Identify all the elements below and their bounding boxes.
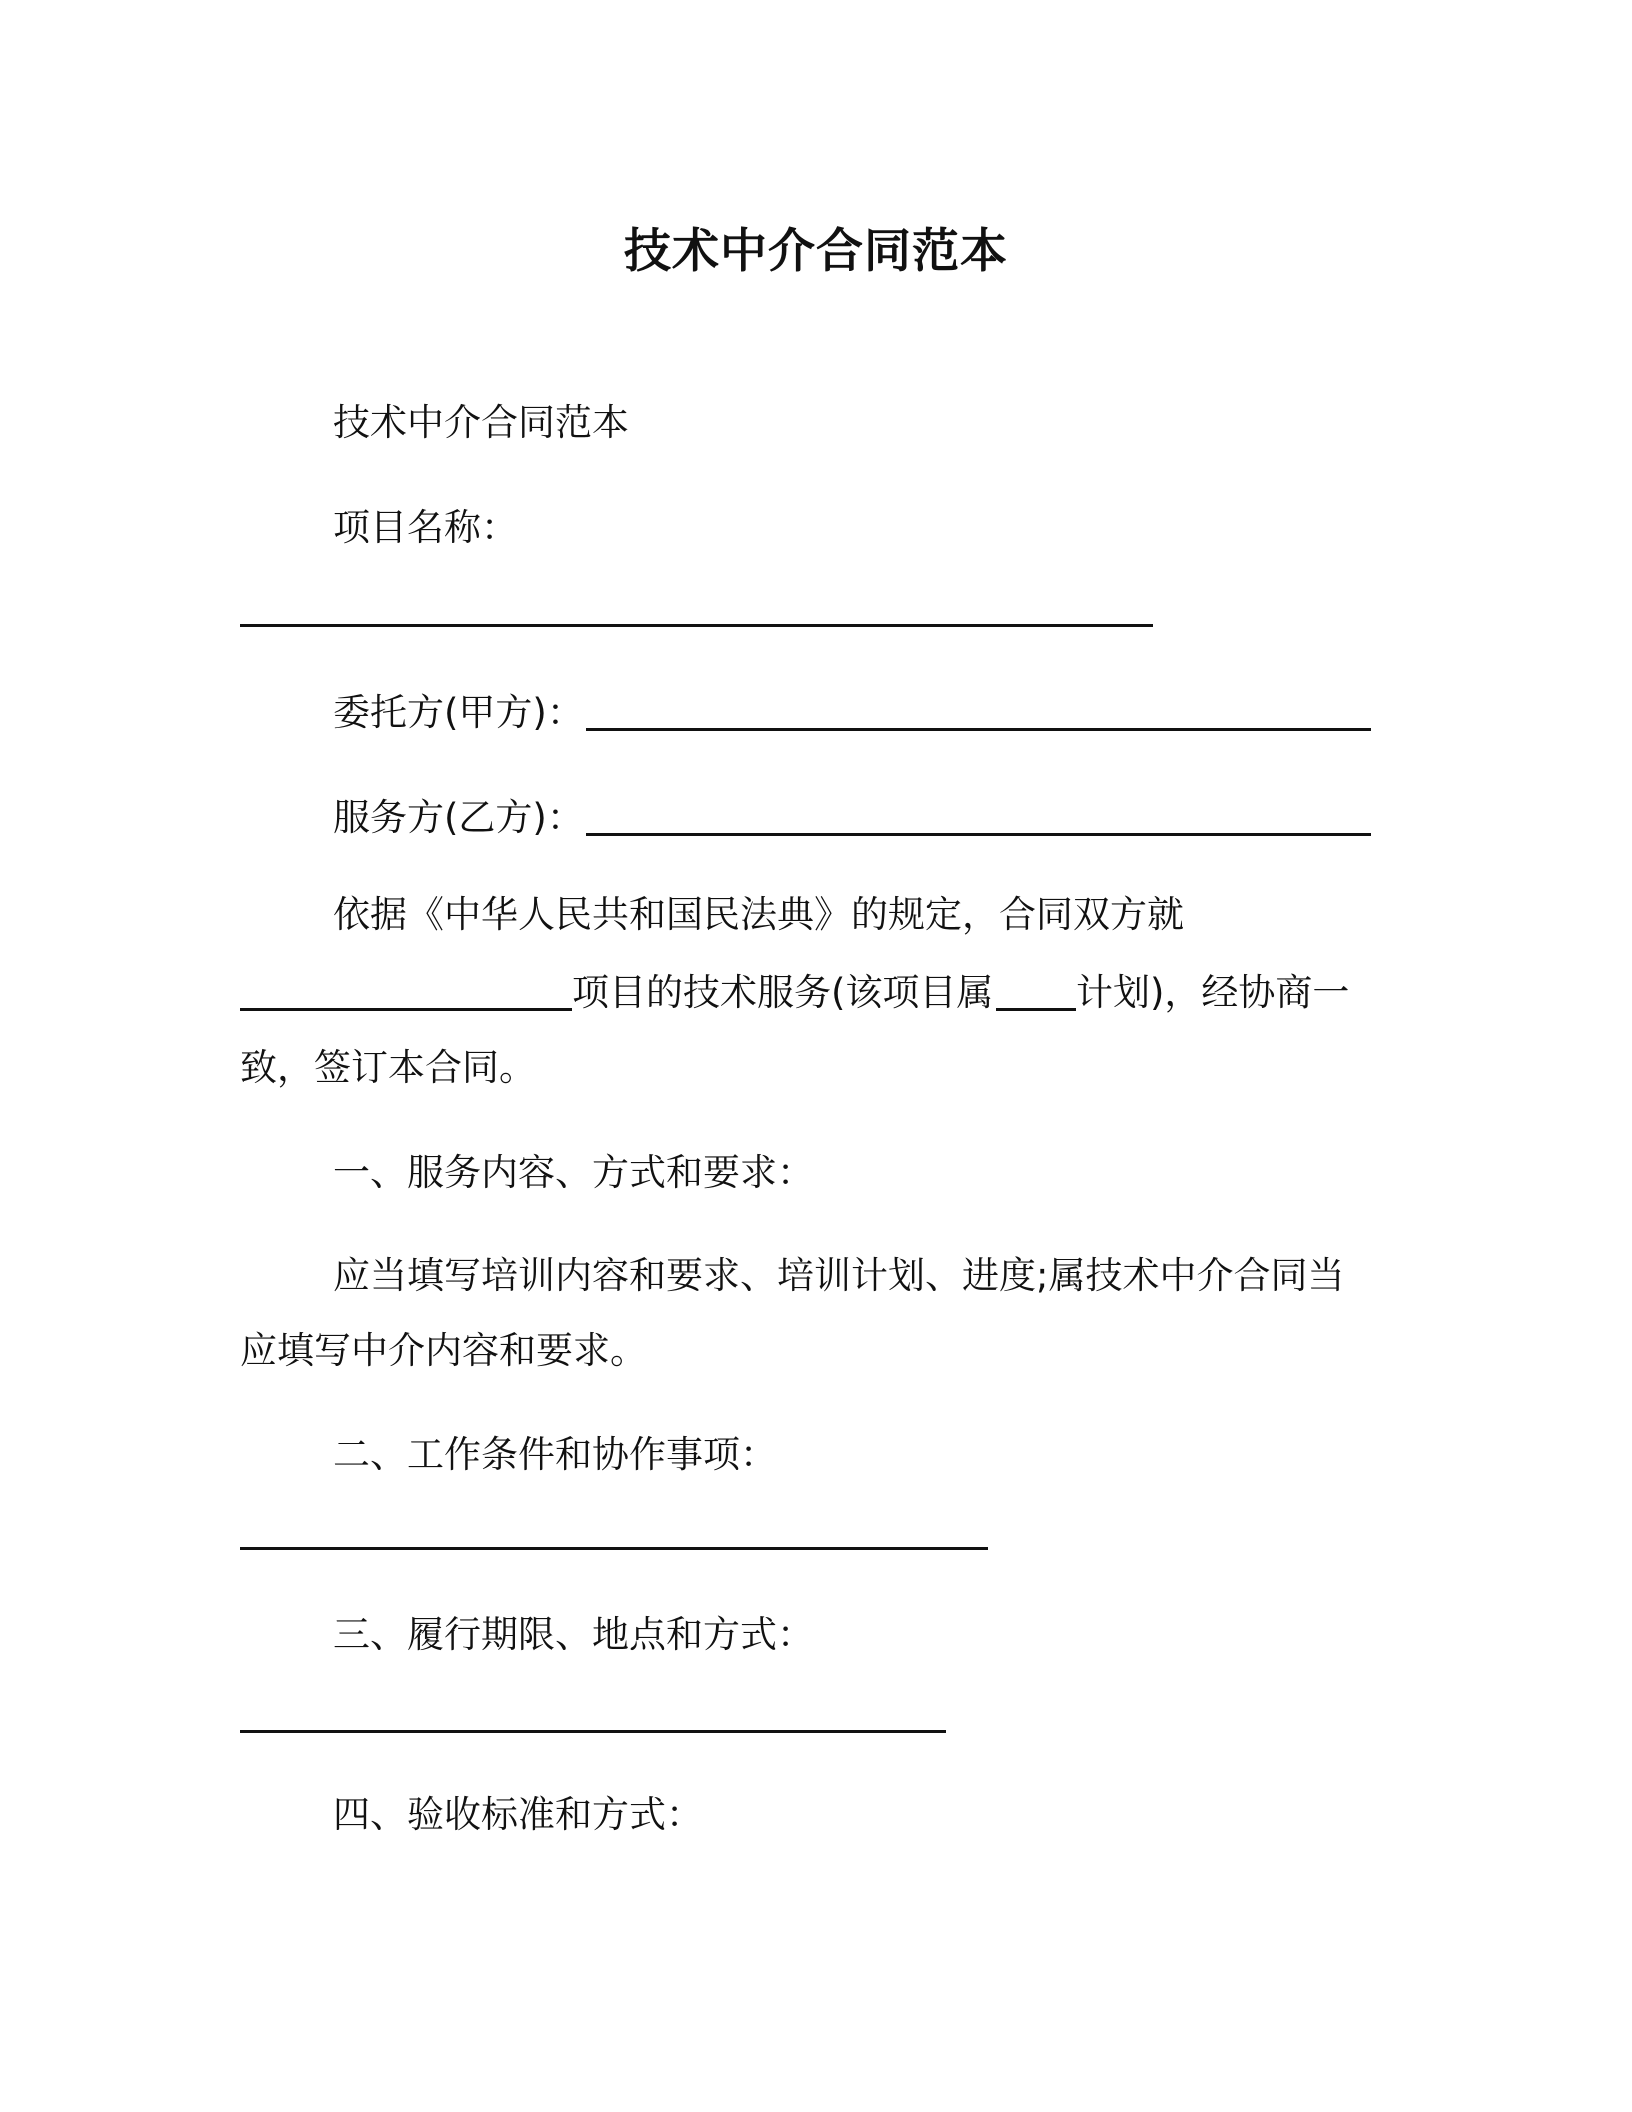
section-3-blank [240, 1730, 946, 1733]
intro-project-blank [240, 1008, 572, 1011]
section-1-body-line-1: 应当填写培训内容和要求、培训计划、进度;属技术中介合同当 [333, 1254, 1345, 1297]
project-name-blank [240, 624, 1153, 627]
provider-blank [586, 833, 1371, 836]
intro-line-2-end: 计划)，经协商一 [1076, 971, 1350, 1014]
section-2-heading: 二、工作条件和协作事项： [333, 1433, 777, 1476]
client-blank [586, 728, 1371, 731]
section-4-heading: 四、验收标准和方式： [333, 1793, 703, 1836]
subtitle: 技术中介合同范本 [333, 401, 629, 444]
provider-label: 服务方(乙方)： [333, 796, 584, 839]
section-1-heading: 一、服务内容、方式和要求： [333, 1151, 814, 1194]
intro-line-1: 依据《中华人民共和国民法典》的规定，合同双方就 [333, 893, 1184, 936]
document-title: 技术中介合同范本 [624, 224, 1008, 279]
intro-line-2-mid: 项目的技术服务(该项目属 [572, 971, 994, 1014]
section-2-blank [240, 1547, 988, 1550]
intro-plan-blank [996, 1008, 1076, 1011]
section-1-body-line-2: 应填写中介内容和要求。 [240, 1329, 647, 1372]
project-name-label: 项目名称： [333, 506, 518, 549]
intro-line-3: 致，签订本合同。 [240, 1046, 536, 1089]
client-label: 委托方(甲方)： [333, 691, 584, 734]
section-3-heading: 三、履行期限、地点和方式： [333, 1613, 814, 1656]
